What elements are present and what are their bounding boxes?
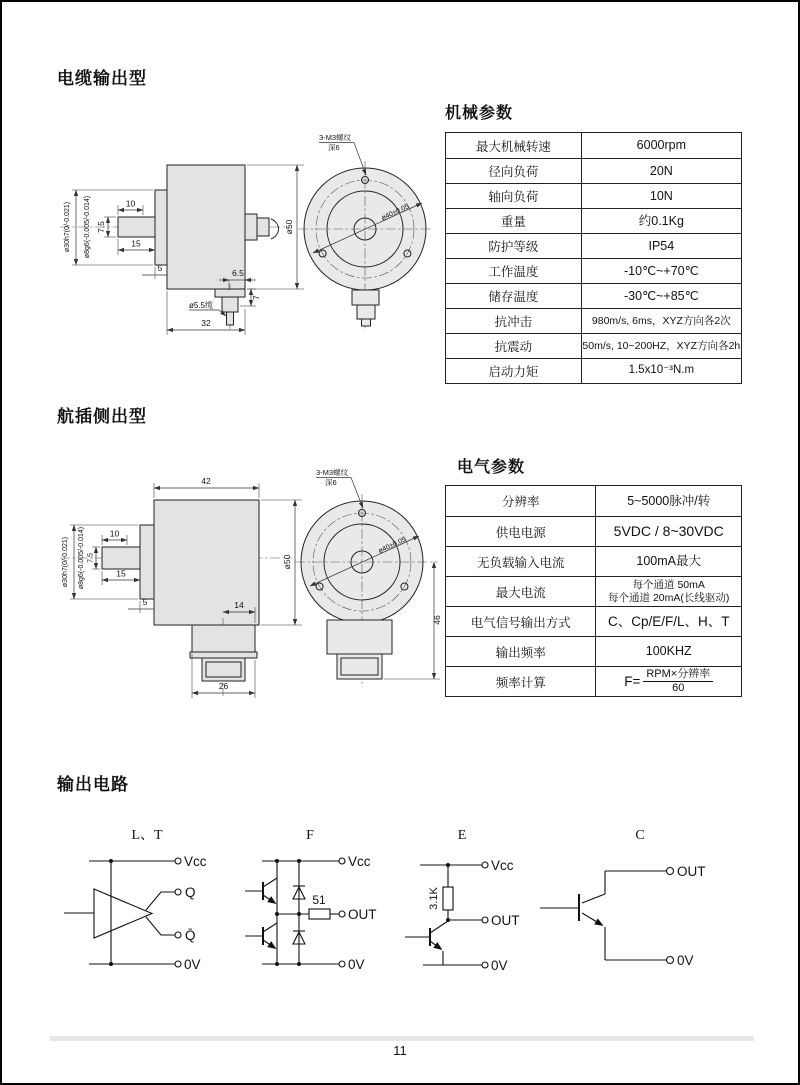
table-row: 分辨率 5~5000脉冲/转 [446, 486, 741, 516]
table-row: 无负载输入电流 100mA最大 [446, 546, 741, 576]
table-row: 最大电流 每个通道 50mA 每个通道 20mA(长线驱动) [446, 576, 741, 606]
terminal-q: Q [185, 885, 196, 900]
dim-dia50: ø50 [282, 554, 292, 570]
dim-7: 7 [251, 295, 261, 300]
footer-divider [50, 1036, 754, 1041]
terminal-0v: 0V [491, 958, 508, 973]
circuit-push-pull [245, 828, 377, 972]
mech-table [445, 132, 742, 384]
cable-curl [271, 219, 279, 239]
dim-shaft-15: 15 [116, 568, 126, 579]
dim-flange-5: 5 [157, 263, 163, 273]
table-row: 轴向负荷 10N [446, 183, 741, 208]
terminal-0v: 0V [677, 953, 694, 968]
formula-prefix: F= [624, 673, 641, 689]
table-row: 抗冲击 980m/s, 6ms，XYZ方向各2次 [446, 308, 741, 333]
circuit-line-driver [64, 828, 207, 972]
dim-bolt-circle: ø40±0.05 [380, 203, 411, 223]
terminal-0v: 0V [184, 957, 201, 972]
terminal-vcc: Vcc [491, 858, 514, 873]
dim-dia8: ø8g6(-0.005/-0.014) [84, 195, 91, 259]
circuit-open-emitter [405, 828, 520, 973]
dim-shaft-7-5: 7.5 [87, 553, 95, 563]
thread-depth-label: 深6 [328, 143, 340, 152]
output-circuits-diagram [42, 787, 762, 1002]
section-heading-connector-output: 航插侧出型 [57, 407, 147, 426]
dim-dia8: ø8g6(-0.005/-0.014) [78, 526, 85, 590]
dim-14: 14 [234, 600, 244, 610]
dim-body-42: 42 [201, 476, 211, 486]
mech-table-title: 机械参数 [445, 105, 514, 122]
table-row: 防护等级 IP54 [446, 233, 741, 258]
dim-dia30: ø30h7(0/-0.021) [64, 201, 71, 253]
dim-shaft-7-5: 7.5 [96, 221, 106, 233]
circuit-label: C [635, 828, 645, 843]
max-current-line2: 每个通道 20mA(长线驱动) [608, 591, 730, 604]
front-view [298, 132, 432, 331]
table-row: 储存温度 -30℃~+85℃ [446, 283, 741, 308]
table-row: 最大机械转速 6000rpm [446, 133, 741, 158]
terminal-out: OUT [677, 864, 706, 879]
elec-table [445, 485, 742, 697]
dim-body-32: 32 [201, 318, 211, 328]
thread-depth-label: 深6 [325, 478, 337, 487]
table-row: 输出频率 100KHZ [446, 636, 741, 666]
dim-shaft-15: 15 [131, 238, 141, 249]
fraction-denominator: 60 [672, 682, 685, 694]
section-heading-cable-output: 电缆输出型 [57, 69, 147, 88]
table-row: 供电电源 5VDC / 8~30VDC [446, 516, 741, 546]
dim-6-5: 6.5 [232, 268, 244, 278]
dim-46: 46 [432, 615, 442, 625]
max-current-line1: 每个通道 50mA [632, 579, 705, 592]
dim-cable-label: ø5.5缆 [189, 301, 214, 310]
table-row: 重量 约0.1Kg [446, 208, 741, 233]
terminal-0v: 0V [348, 957, 365, 972]
driver-triangle-icon [94, 889, 152, 938]
formula-fraction [643, 668, 713, 694]
fraction-numerator: RPM×分辨率 [643, 668, 713, 682]
terminal-vcc: Vcc [184, 854, 207, 869]
table-row: 频率计算 F= $\frac{\text{RPM×分辨率}}{60}$ [446, 666, 741, 696]
dim-shaft-10: 10 [109, 528, 120, 539]
resistor-value: 51 [312, 893, 326, 907]
circuit-open-collector [540, 828, 706, 968]
terminal-vcc: Vcc [348, 854, 371, 869]
connector-output-drawing [42, 462, 462, 707]
circuit-label: L、T [131, 828, 163, 843]
table-row: 电气信号输出方式 C、Cp/E/F/L、H、T [446, 606, 741, 636]
table-row: 工作温度 -10℃~+70℃ [446, 258, 741, 283]
dim-dia50: ø50 [284, 219, 294, 235]
table-row: 启动力矩 1.5x10⁻³N.m [446, 358, 741, 383]
thread-label: 3-M3螺纹 [316, 468, 349, 477]
cable-output-drawing [42, 127, 462, 382]
circuit-label: F [306, 828, 314, 843]
resistor-icon [309, 909, 330, 919]
dim-26: 26 [218, 681, 229, 691]
thread-label: 3-M3螺纹 [319, 133, 352, 142]
page-number: 11 [393, 1043, 407, 1058]
resistor-icon [443, 887, 453, 910]
circuit-label: E [457, 828, 467, 843]
table-row: 抗震动 50m/s, 10~200HZ，XYZ方向各2h [446, 333, 741, 358]
terminal-out: OUT [348, 907, 377, 922]
elec-table-title: 电气参数 [457, 459, 526, 476]
side-view [60, 500, 292, 696]
dim-flange-5: 5 [142, 597, 148, 607]
dim-shaft-10: 10 [125, 198, 136, 209]
terminal-q-bar: Q̄ [185, 928, 196, 943]
section-heading-output-circuits: 输出电路 [57, 775, 129, 794]
front-view [295, 467, 442, 687]
table-row: 径向负荷 20N [446, 158, 741, 183]
terminal-out: OUT [491, 913, 520, 928]
resistor-value: 3.1K [428, 887, 440, 910]
dim-dia30: ø30h7(0/-0.021) [62, 536, 69, 588]
dim-bolt-circle: ø40±0.05 [377, 536, 408, 556]
